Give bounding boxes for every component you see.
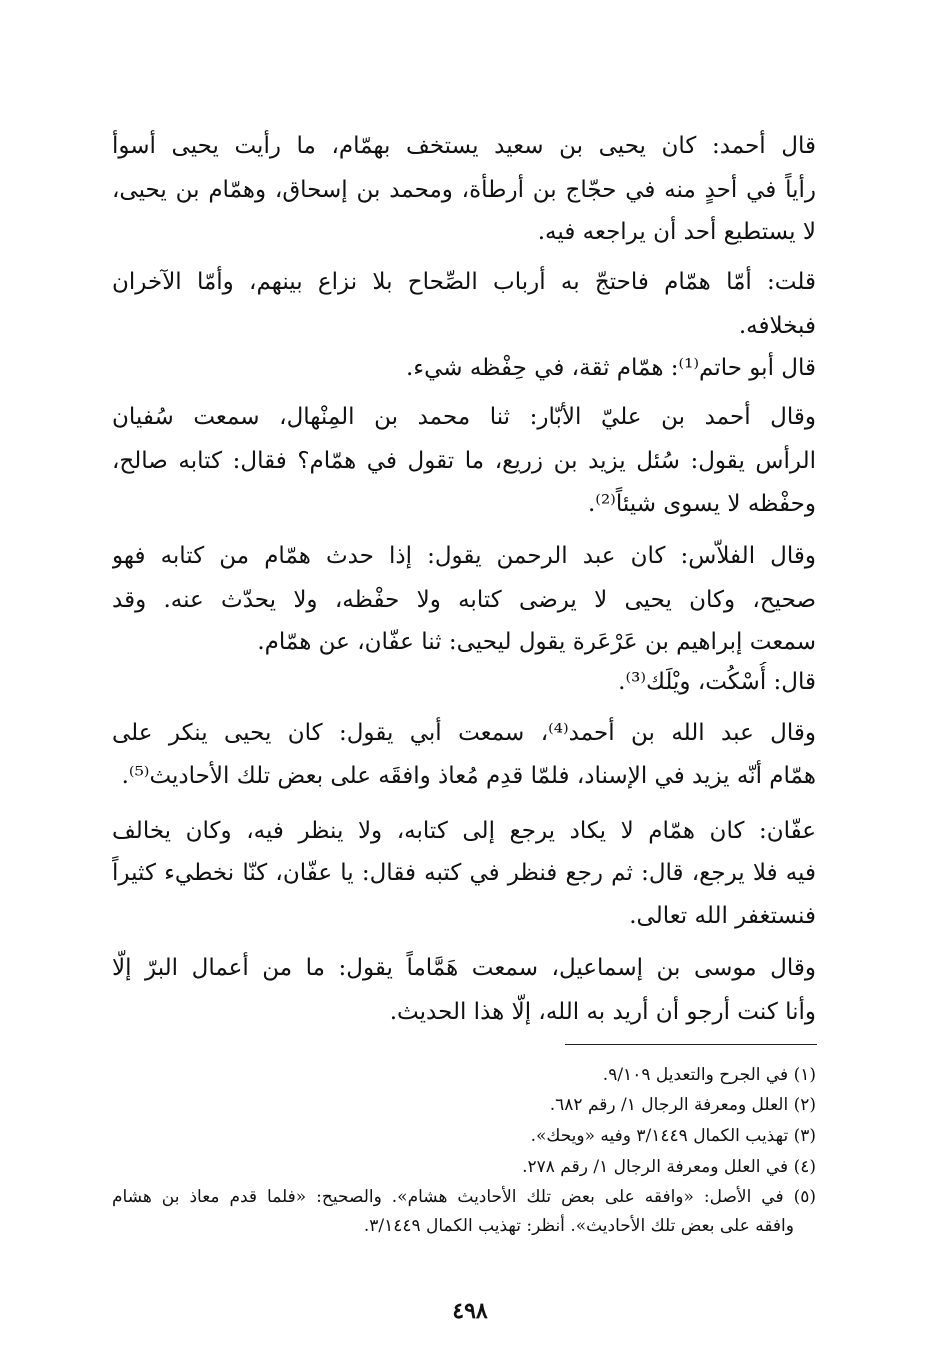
body-line: وقال عبد الله بن أحمد⁽⁴⁾، سمعت أبي يقول: كان يحيى ينكر على	[112, 720, 816, 746]
footnote-continuation: وافقه على بعض تلك الأحاديث». أنظر: تهذيب الكمال ٣/١٤٤٩.	[363, 1216, 794, 1236]
footnote: (٢) العلل ومعرفة الرجال ١/ رقم ٦٨٢.	[549, 1095, 816, 1115]
body-line: فيه فلا يرجع، قال: ثم رجع فنظر في كتبه فقال: يا عفّان، كنّا نخطيء كثيراً	[112, 860, 816, 886]
footnote: (١) في الجرح والتعديل ٩/١٠٩.	[602, 1065, 816, 1085]
body-line: وقال الفلاّس: كان عبد الرحمن يقول: إذا حدث همّام من كتابه فهو	[112, 543, 816, 569]
body-line: صحيح، وكان يحيى لا يرضى كتابه ولا حفْظه، ولا يحدّث عنه. وقد	[112, 587, 816, 613]
body-line: سمعت إبراهيم بن عَرْعَرة يقول ليحيى: ثنا عفّان، عن همّام.	[257, 629, 816, 655]
body-line: قال أحمد: كان يحيى بن سعيد يستخف بهمّام، ما رأيت يحيى أسوأ	[112, 133, 816, 159]
footnote: (٣) تهذيب الكمال ٣/١٤٤٩ وفيه «ويحك».	[530, 1126, 816, 1146]
body-line: رأياً في أحدٍ منه في حجّاج بن أرطأة، ومحمد بن إسحاق، وهمّام بن يحيى،	[112, 177, 816, 203]
footnote: (٤) في العلل ومعرفة الرجال ١/ رقم ٢٧٨.	[522, 1157, 816, 1177]
body-line: قال: أُسْكُت، ويْلَك⁽³⁾.	[618, 669, 816, 695]
body-line: وأنا كنت أرجو أن أريد به الله، إلّا هذا الحديث.	[389, 999, 816, 1025]
body-line: فبخلافه.	[738, 313, 816, 339]
footnote: (٥) في الأصل: «وافقه على بعض تلك الأحاديث هشام». والصحيح: «فلما قدم معاذ بن هشام	[112, 1187, 816, 1207]
body-line: قال أبو حاتم⁽¹⁾: همّام ثقة، في حِفْظه شيء.	[405, 355, 816, 381]
body-line: وقال موسى بن إسماعيل، سمعت هَمَّاماً يقول: ما من أعمال البرّ إلّا	[112, 955, 816, 981]
page-number: ٤٩٨	[452, 1298, 488, 1324]
body-line: وحفْظه لا يسوى شيئاً⁽²⁾.	[587, 491, 816, 517]
body-line: الرأس يقول: سُئل يزيد بن زريع، ما تقول في همّام؟ فقال: كتابه صالح،	[112, 448, 816, 474]
body-line: عفّان: كان همّام لا يكاد يرجع إلى كتابه، ولا ينظر فيه، وكان يخالف	[112, 818, 816, 844]
body-line: وقال أحمد بن عليّ الأبّار: ثنا محمد بن المِنْهال، سمعت سُفيان	[112, 404, 816, 430]
body-line: فنستغفر الله تعالى.	[629, 903, 816, 929]
footnote-separator	[565, 1044, 817, 1045]
body-line: همّام أنّه يزيد في الإسناد، فلمّا قدِم مُعاذ وافقَه على بعض تلك الأحاديث⁽⁵⁾.	[121, 763, 816, 789]
body-line: لا يستطيع أحد أن يراجعه فيه.	[537, 219, 816, 245]
body-line: قلت: أمّا همّام فاحتجّ به أرباب الصِّحاح بلا نزاع بينهم، وأمّا الآخران	[112, 269, 816, 295]
